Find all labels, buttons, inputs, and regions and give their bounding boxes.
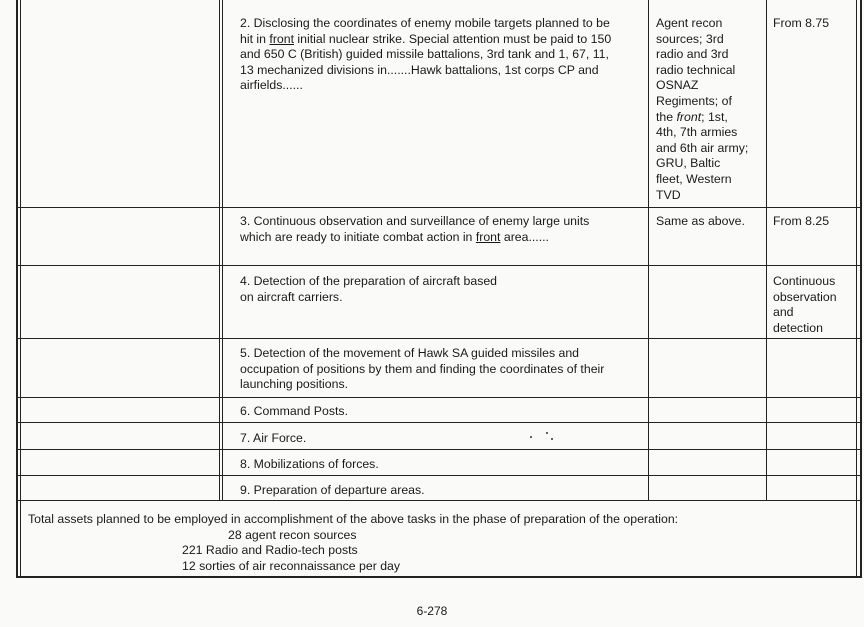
- scan-speck: [530, 436, 532, 438]
- task-6-text: 6. Command Posts.: [240, 404, 348, 418]
- task-3-line: 3. Continuous observation and surveillance of enemy large units: [240, 214, 590, 228]
- task-3-assets: Same as above.: [656, 214, 745, 228]
- table-border-left: [16, 0, 18, 578]
- total-heading: Total assets planned to be employed in accomplishment of the above tasks in the phase of preparation of the operation:: [28, 512, 679, 526]
- total-assets-summary: [28, 512, 678, 574]
- task-2-line: airfields......: [240, 78, 303, 93]
- task-2-line: 2. Disclosing the coordinates of enemy mobile targets planned to be: [240, 16, 610, 30]
- time-line: Continuous: [773, 274, 836, 288]
- assets-line: Regiments; of: [656, 93, 732, 108]
- task-4-line: 4. Detection of the preparation of aircraft based: [240, 274, 498, 288]
- time-line: observation: [773, 289, 837, 304]
- front-term: front: [269, 31, 295, 46]
- assets-line: 4th, 7th armies: [656, 125, 738, 140]
- assets-line: and 6th air army;: [656, 140, 749, 155]
- time-line: and: [773, 305, 794, 320]
- scan-speck: [546, 432, 548, 434]
- task-2-text: [228, 16, 648, 94]
- task-9-text: 9. Preparation of departure areas.: [240, 483, 425, 497]
- column-divider-1b: [222, 0, 223, 500]
- row-divider: [16, 449, 862, 450]
- column-divider-3: [766, 0, 767, 500]
- row-divider: [16, 475, 862, 476]
- task-5-line: occupation of positions by them and finding the coordinates of their: [240, 361, 605, 376]
- task-2-time: From 8.75: [773, 16, 830, 30]
- assets-line: the front; 1st,: [656, 109, 728, 124]
- front-term: front: [475, 229, 501, 244]
- assets-line: radio and 3rd: [656, 47, 729, 62]
- page-number: 6-278: [416, 604, 448, 618]
- table-border-left-inner: [20, 0, 21, 578]
- task-5-text: [228, 346, 648, 393]
- assets-line: GRU, Baltic: [656, 156, 721, 171]
- row-divider: [16, 338, 862, 339]
- task-table: [16, 0, 862, 578]
- table-border-bottom: [16, 576, 862, 578]
- row-divider: [16, 265, 862, 266]
- assets-line: sources; 3rd: [656, 31, 724, 46]
- row-divider: [16, 422, 862, 423]
- total-item: 12 sorties of air reconnaissance per day: [182, 558, 401, 573]
- task-2-assets: [654, 16, 766, 203]
- total-item: 221 Radio and Radio-tech posts: [182, 543, 358, 558]
- assets-line: radio technical: [656, 62, 736, 77]
- task-4-line: on aircraft carriers.: [240, 289, 343, 304]
- row-divider: [16, 397, 862, 398]
- row-divider-bottom: [16, 500, 862, 501]
- assets-line: TVD: [656, 187, 681, 202]
- assets-line: fleet, Western: [656, 171, 732, 186]
- column-divider-1: [219, 0, 220, 500]
- task-5-line: launching positions.: [240, 377, 349, 392]
- time-line: detection: [773, 320, 823, 335]
- task-2-line: hit in front initial nuclear strike. Special attention must be paid to 150: [240, 31, 612, 46]
- task-5-line: 5. Detection of the movement of Hawk SA guided missiles and: [240, 346, 580, 360]
- column-divider-2: [648, 0, 649, 500]
- total-item: 28 agent recon sources: [228, 527, 357, 542]
- task-4-time: [772, 274, 858, 336]
- scan-speck: [551, 438, 553, 440]
- task-3-line: which are ready to initiate combat action in front area......: [240, 229, 549, 244]
- task-4-text: [228, 274, 648, 305]
- task-8-text: 8. Mobilizations of forces.: [240, 457, 379, 471]
- assets-line: OSNAZ: [656, 78, 699, 93]
- table-border-right: [860, 0, 862, 578]
- task-7-text: 7. Air Force.: [240, 431, 307, 445]
- task-2-line: 13 mechanized divisions in.......Hawk battalions, 1st corps CP and: [240, 62, 599, 77]
- task-3-text: [228, 214, 648, 245]
- row-divider: [16, 207, 862, 208]
- task-3-time: From 8.25: [773, 214, 830, 228]
- task-2-line: and 650 C (British) guided missile battalions, 3rd tank and 1, 67, 11,: [240, 47, 609, 62]
- assets-line: Agent recon: [656, 16, 723, 30]
